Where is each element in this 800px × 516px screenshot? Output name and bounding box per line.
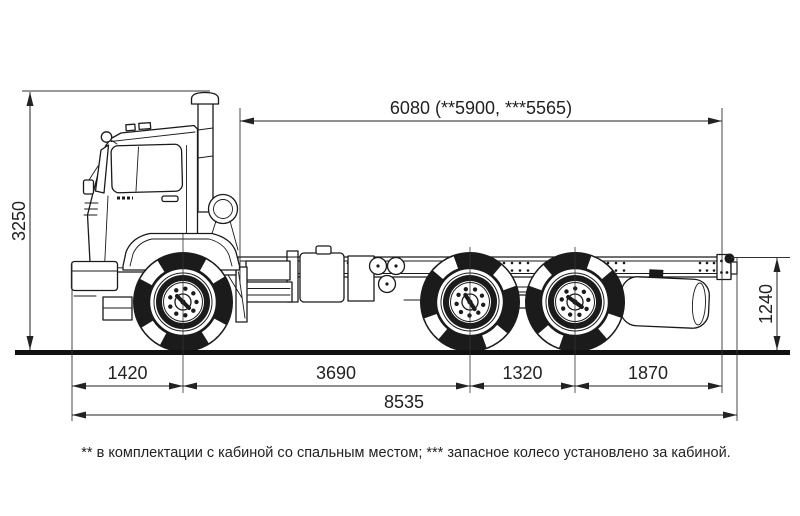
side-window [111,144,183,193]
mid-fuel-tank [300,246,344,302]
dim-label-front-overhang: 1420 [107,363,148,383]
roof-marker-lamps [126,123,151,131]
dim-frame-height [756,258,781,350]
front-bumper [72,262,118,297]
battery-box [244,261,292,302]
intake-cap [192,93,219,105]
footnote: ** в комплектации с кабиной со спальным местом; *** запасное колесо установлено за кабиной. [81,445,731,461]
fuel-filler-cap [316,246,331,254]
dim-overall-length [72,392,737,419]
spot-lamp [101,132,111,142]
cab-step [103,297,132,320]
dim-label-overall-length: 8535 [383,392,425,412]
dim-label-overall-height: 3250 [9,200,29,242]
dim-front-overhang [72,363,183,390]
dim-label-cab-to-frame-end: 6080 (**5900, ***5565) [389,98,573,118]
dim-cab-to-frame-end [240,98,722,125]
dim-wheelbase [183,363,470,390]
air-intake-stack [198,102,213,212]
dim-rear-overhang [575,363,722,390]
dim-overall-height [9,92,34,350]
dim-label-tandem-axle-spacing: 1320 [502,363,543,383]
dim-label-frame-height: 1240 [756,283,776,325]
door-handle [162,196,178,202]
dim-label-rear-overhang: 1870 [627,363,669,383]
dim-label-wheelbase: 3690 [315,363,357,383]
chassis-equipment [244,246,428,302]
dim-tandem-axle-spacing [470,363,575,390]
truck-drawing [15,93,790,370]
